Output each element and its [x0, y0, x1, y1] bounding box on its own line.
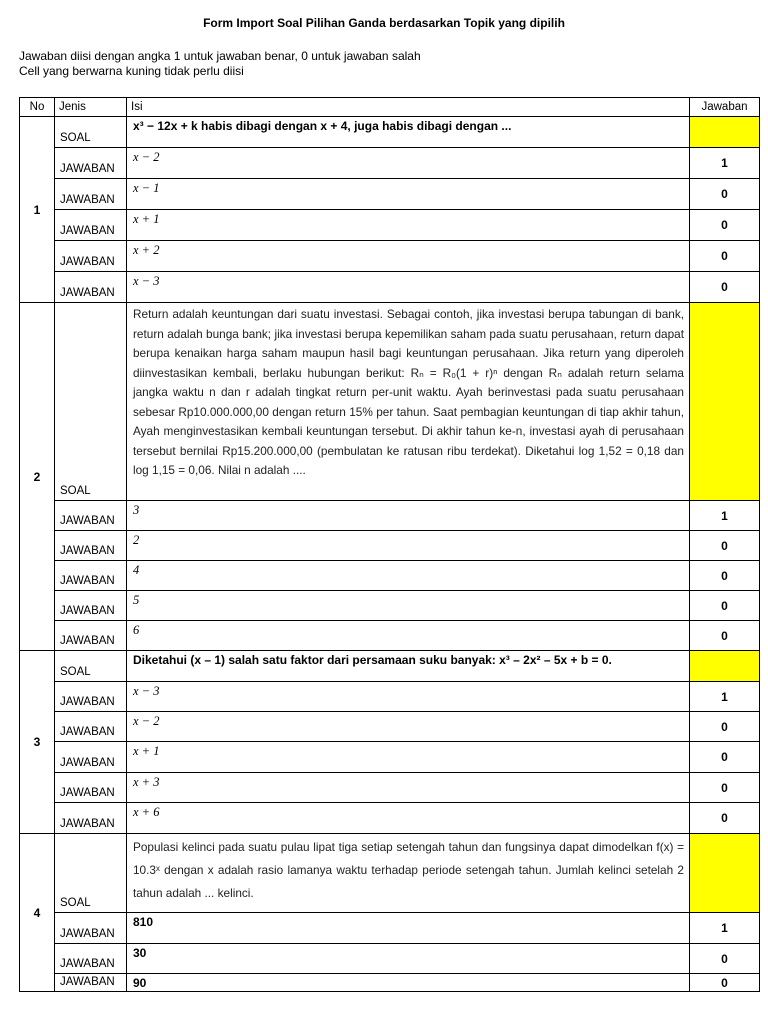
option-text[interactable]: 3	[127, 501, 690, 531]
row-type-jawaban: JAWABAN	[55, 742, 127, 773]
question-number: 4	[20, 834, 55, 992]
row-type-jawaban: JAWABAN	[55, 561, 127, 591]
row-type-jawaban: JAWABAN	[55, 591, 127, 621]
answer-value[interactable]: 0	[690, 974, 760, 992]
row-type-jawaban: JAWABAN	[55, 148, 127, 179]
answer-value[interactable]: 0	[690, 591, 760, 621]
option-text[interactable]: 2	[127, 531, 690, 561]
column-header-isi: Isi	[127, 98, 690, 117]
answer-value[interactable]: 1	[690, 501, 760, 531]
table-row	[20, 651, 760, 682]
table-row	[20, 742, 760, 773]
row-type-jawaban: JAWABAN	[55, 501, 127, 531]
answer-value[interactable]: 0	[690, 803, 760, 834]
row-type-jawaban: JAWABAN	[55, 179, 127, 210]
table-row	[20, 773, 760, 803]
table-row	[20, 621, 760, 651]
column-header-jenis: Jenis	[55, 98, 127, 117]
question-text[interactable]	[127, 117, 690, 148]
option-text[interactable]: x + 1	[127, 210, 690, 241]
option-text[interactable]: 6	[127, 621, 690, 651]
option-text[interactable]: 810	[127, 913, 690, 944]
option-text[interactable]: x + 3	[127, 773, 690, 803]
table-row	[20, 591, 760, 621]
table-row	[20, 712, 760, 742]
answer-value[interactable]: 0	[690, 561, 760, 591]
answer-value[interactable]: 0	[690, 531, 760, 561]
answer-value[interactable]: 1	[690, 682, 760, 712]
answer-value[interactable]: 1	[690, 148, 760, 179]
answer-value[interactable]: 0	[690, 773, 760, 803]
table-row	[20, 834, 760, 913]
row-type-jawaban: JAWABAN	[55, 682, 127, 712]
option-text[interactable]: x − 3	[127, 272, 690, 303]
option-text[interactable]: x − 2	[127, 712, 690, 742]
table-row	[20, 501, 760, 531]
table-row	[20, 241, 760, 272]
table-row	[20, 531, 760, 561]
header-row	[20, 98, 760, 117]
row-type-jawaban: JAWABAN	[55, 272, 127, 303]
row-type-soal: SOAL	[55, 303, 127, 501]
table-row	[20, 303, 760, 501]
instruction-note-2: Cell yang berwarna kuning tidak perlu diisi	[19, 64, 244, 78]
table-row	[20, 148, 760, 179]
question-text-content: x³ − 12x + k habis dibagi dengan x + 4, juga habis dibagi dengan ...	[133, 119, 512, 133]
answer-value[interactable]: 0	[690, 742, 760, 773]
answer-value[interactable]: 0	[690, 621, 760, 651]
option-text[interactable]: 90	[127, 974, 690, 992]
answer-cell-disabled	[690, 117, 760, 148]
table-row	[20, 682, 760, 712]
table-row	[20, 974, 760, 992]
answer-value[interactable]: 0	[690, 944, 760, 974]
question-text[interactable]	[127, 303, 690, 501]
question-number: 2	[20, 303, 55, 651]
table-row	[20, 272, 760, 303]
table-row	[20, 944, 760, 974]
table-row	[20, 117, 760, 148]
row-type-jawaban: JAWABAN	[55, 913, 127, 944]
row-type-jawaban: JAWABAN	[55, 531, 127, 561]
row-type-jawaban: JAWABAN	[55, 944, 127, 974]
question-text[interactable]	[127, 651, 690, 682]
row-type-soal: SOAL	[55, 117, 127, 148]
question-number: 3	[20, 651, 55, 834]
question-number: 1	[20, 117, 55, 303]
column-header-no: No	[20, 98, 55, 117]
table-row	[20, 913, 760, 944]
row-type-jawaban: JAWABAN	[55, 210, 127, 241]
answer-value[interactable]: 0	[690, 272, 760, 303]
table-row	[20, 803, 760, 834]
row-type-soal: SOAL	[55, 834, 127, 913]
option-text[interactable]: x − 3	[127, 682, 690, 712]
table-row	[20, 561, 760, 591]
row-type-soal: SOAL	[55, 651, 127, 682]
option-text[interactable]: 4	[127, 561, 690, 591]
option-text[interactable]: x − 2	[127, 148, 690, 179]
answer-cell-disabled	[690, 651, 760, 682]
row-type-jawaban: JAWABAN	[55, 712, 127, 742]
form-title: Form Import Soal Pilihan Ganda berdasarkan Topik yang dipilih	[203, 16, 565, 30]
question-text-content: Diketahui (x – 1) salah satu faktor dari persamaan suku banyak: x³ – 2x² – 5x + b = 0.	[133, 653, 612, 667]
question-text-content: Return adalah keuntungan dari suatu investasi. Sebagai contoh, jika investasi berupa tabungan di bank, return adalah bunga bank; jika investasi berupa kepemilikan saham pada suatu perusahaan, return dapat berupa kenaikan harga saham maupun hasil bagi keuntungan perusahaan. Jika return yang diperoleh diinvestasikan kembali, berlaku hubungan berikut: Rₙ = R₀(1 + r)ⁿ dengan Rₙ adalah return selama jangka waktu n dan r adalah tingkat return per-unit waktu. Ayah berinvestasi pada suatu perusahaan sebesar Rp10.000.000,00 dengan return 15% per tahun. Saat pembagian keuntungan di tiap akhir tahun, Ayah menginvestasikan kembali keuntungan tersebut. Di akhir tahun ke-n, investasi ayah di perusahaan tersebut bernilai Rp15.200.000,00 (pembulatan ke ratusan ribu terdekat). Diketahui log 1,52 = 0,18 dan log 1,15 = 0,06. Nilai n adalah ....	[133, 307, 684, 477]
answer-value[interactable]: 1	[690, 913, 760, 944]
question-text[interactable]	[127, 834, 690, 913]
option-text[interactable]: x + 2	[127, 241, 690, 272]
option-text[interactable]: 5	[127, 591, 690, 621]
question-table	[19, 97, 760, 992]
row-type-jawaban: JAWABAN	[55, 803, 127, 834]
option-text[interactable]: x + 6	[127, 803, 690, 834]
question-text-content: Populasi kelinci pada suatu pulau lipat tiga setiap setengah tahun dan fungsinya dapat dimodelkan f(x) = 10.3ˣ dengan x adalah rasio lamanya waktu terhadap periode setengah tahun. Jumlah kelinci setelah 2 tahun adalah ... kelinci.	[133, 840, 684, 900]
answer-cell-disabled	[690, 303, 760, 501]
column-header-jawaban: Jawaban	[690, 98, 760, 117]
option-text[interactable]: 30	[127, 944, 690, 974]
instruction-note-1: Jawaban diisi dengan angka 1 untuk jawaban benar, 0 untuk jawaban salah	[19, 49, 421, 63]
table-row	[20, 179, 760, 210]
answer-value[interactable]: 0	[690, 179, 760, 210]
answer-value[interactable]: 0	[690, 712, 760, 742]
table-row	[20, 210, 760, 241]
row-type-jawaban: JAWABAN	[55, 773, 127, 803]
answer-cell-disabled	[690, 834, 760, 913]
option-text[interactable]: x − 1	[127, 179, 690, 210]
option-text[interactable]: x + 1	[127, 742, 690, 773]
row-type-jawaban: JAWABAN	[55, 621, 127, 651]
answer-value[interactable]: 0	[690, 241, 760, 272]
row-type-jawaban: JAWABAN	[55, 974, 127, 992]
row-type-jawaban: JAWABAN	[55, 241, 127, 272]
answer-value[interactable]: 0	[690, 210, 760, 241]
